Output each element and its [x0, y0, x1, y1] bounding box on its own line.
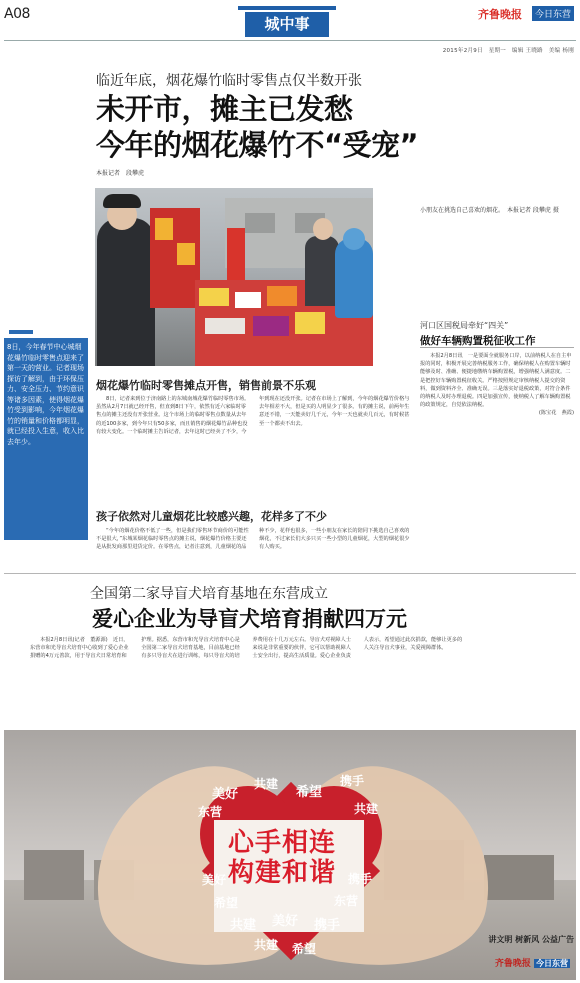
- main-headline-line1: 未开市，摊主已发愁: [96, 92, 353, 126]
- main-kicker: 临近年底，烟花爆竹临时零售点仅半数开张: [96, 73, 362, 89]
- summary-accent: [9, 330, 33, 334]
- ad-slogan: 讲文明 树新风 公益广告: [488, 935, 574, 944]
- side-headline: 做好车辆购置税征收工作: [420, 335, 536, 347]
- heart-word: 美好: [202, 873, 227, 887]
- body-paragraph-2: “今年的烟花价格不低了一些，但是我们零售环节商价的可能性不是很大，”东城某烟花临时零售点的摊主说，烟花爆竹价格主要还是从批发商那里进货定价。在零售点，记者注意到，儿童烟花的品种不少，花样也很多，一些小朋友在家长的陪同下挑选自己喜欢的烟花，不过家长们大多只买一些小型的儿童烟花，大型的烟花很少有人购买。: [96, 528, 410, 551]
- heart-word: 携手: [314, 918, 341, 933]
- heart-word: 美好: [272, 914, 299, 929]
- ad-footer-paper: 齐鲁晚报: [494, 959, 531, 969]
- heart-word: 希望: [292, 942, 317, 956]
- ad-footer-logo: [495, 956, 570, 969]
- ad-title-line2: 构建和谐: [228, 858, 337, 888]
- heart-word: 携手: [340, 774, 365, 788]
- body-section-1: [96, 395, 414, 507]
- body-paragraph-1: 8日，记者来到位于济南路上的东城南城花爆竹临时零售市场。虽然从2月7日就已经开售，但直到8日下午，依然有近六家临时零售点的摊主还没有开张营业。这个市场上的临时零售点数量从去年的近100多家，到今年只有50多家，而且销售的烟花爆竹品种也没有较大变化。一个临时摊主告诉记者，去年这时已经卖了不少，今年到现在还没开张。记者在市场上了解到，今年的烟花爆竹价格与去年相差不大，但是买的人明显少了很多。有的摊主说，前两年生意还不错，一天能卖好几千元，今年一天也就卖几百元，有时候甚至一个都卖不出去。: [96, 396, 410, 435]
- side-author: (陈宝花 燕霞): [538, 410, 574, 417]
- ad-footer-tag: 今日东营: [536, 959, 568, 968]
- section-bar: [238, 6, 336, 10]
- heart-word: 共建: [230, 918, 257, 933]
- story-divider: [4, 573, 576, 574]
- second-kicker: 全国第二家导盲犬培育基地在东营成立: [90, 586, 328, 602]
- heart-word: 共建: [354, 802, 379, 816]
- page-number: A08: [4, 6, 30, 22]
- newspaper-name: 齐鲁晚报: [478, 8, 522, 21]
- newspaper-logo: [478, 6, 522, 22]
- heart-word: 东营: [334, 894, 359, 908]
- news-photo: [95, 188, 373, 366]
- heart-word: 希望: [214, 896, 239, 910]
- heart-word: 美好: [212, 787, 239, 802]
- second-body: [30, 636, 576, 724]
- edition-tag: 今日东营: [532, 6, 574, 21]
- summary-text: 8日，今年春节中心城烟花爆竹临时零售点迎来了第一天的营业。记者现场探访了解到，由于环保压力、安全压力、节约意识等诸多因素，使得烟花爆竹受到影响，今年烟花爆竹的销量和价格都明显，就已经投入生意，收入比去年少。: [7, 343, 84, 446]
- side-kicker: 河口区国税局牵好“四关”: [420, 321, 509, 330]
- heart-word: 东营: [198, 805, 223, 819]
- heart-word: 携手: [348, 872, 373, 886]
- side-paragraph: 本报2月8日讯 一是要面全就服务口岸，以前纳税人在自主申报的同时，积极开展完善纳税服务工作，确保纳税人在购置车辆时能够及时、准确、便捷地缴纳车辆购置税，增强纳税人满意度。二是把控好车辆购置税征收关。严格按照规定审核纳税人提交的资料，做到资料齐全、准确无误。三是落实好退税政策，对符合条件的纳税人及时办理退税。四是加强宣传，使纳税人了解车辆购置税的政策规定，自觉依法纳税。: [420, 353, 572, 409]
- main-byline: 本报记者 段攀虎: [96, 170, 145, 177]
- section-title: 城中事: [245, 12, 329, 37]
- ad-title-line1: 心手相连: [228, 828, 337, 858]
- side-rule: [420, 347, 574, 348]
- heart-word: 希望: [296, 785, 323, 800]
- subhead-1: 烟花爆竹临时零售摊点开售，销售前景不乐观: [96, 379, 316, 392]
- header-rule: [4, 40, 576, 41]
- body-section-2: [96, 527, 414, 575]
- summary-box: [4, 338, 88, 540]
- second-headline: 爱心企业为导盲犬培育捐献四万元: [92, 607, 407, 631]
- photo-caption: 小朋友在挑选自己喜欢的烟花。 本报记者 段攀虎 摄: [420, 207, 559, 214]
- second-paragraph: 本报2月8日讯(记者 董源源) 近日，东营市和光导盲犬培育中心收到了爱心企业捐赠的4万元善款，用于导盲犬日常培育和护理。据悉，东营市和光导盲犬培育中心是全国第二家导盲犬培育基地，目前基地已经有多只导盲犬在进行训练，每只导盲犬的培养费用在十几万元左右。导盲犬对视障人士来说是非常重要的伙伴，它可以帮助视障人士安全出行，提高生活质量。爱心企业负责人表示，希望通过此次捐款，能够让更多的人关注导盲犬事业，关爱视障群体。: [30, 637, 463, 660]
- subhead-2: 孩子依然对儿童烟花比较感兴趣，花样多了不少: [96, 510, 327, 523]
- heart-word: 共建: [254, 938, 279, 952]
- heart-word: 共建: [254, 777, 279, 791]
- main-headline-line2: 今年的烟花爆竹不“受宠”: [96, 128, 419, 162]
- side-body: [420, 352, 574, 556]
- dateline: 2015年2月9日 星期一 编辑 王晓路 美编 杨刚: [442, 48, 574, 54]
